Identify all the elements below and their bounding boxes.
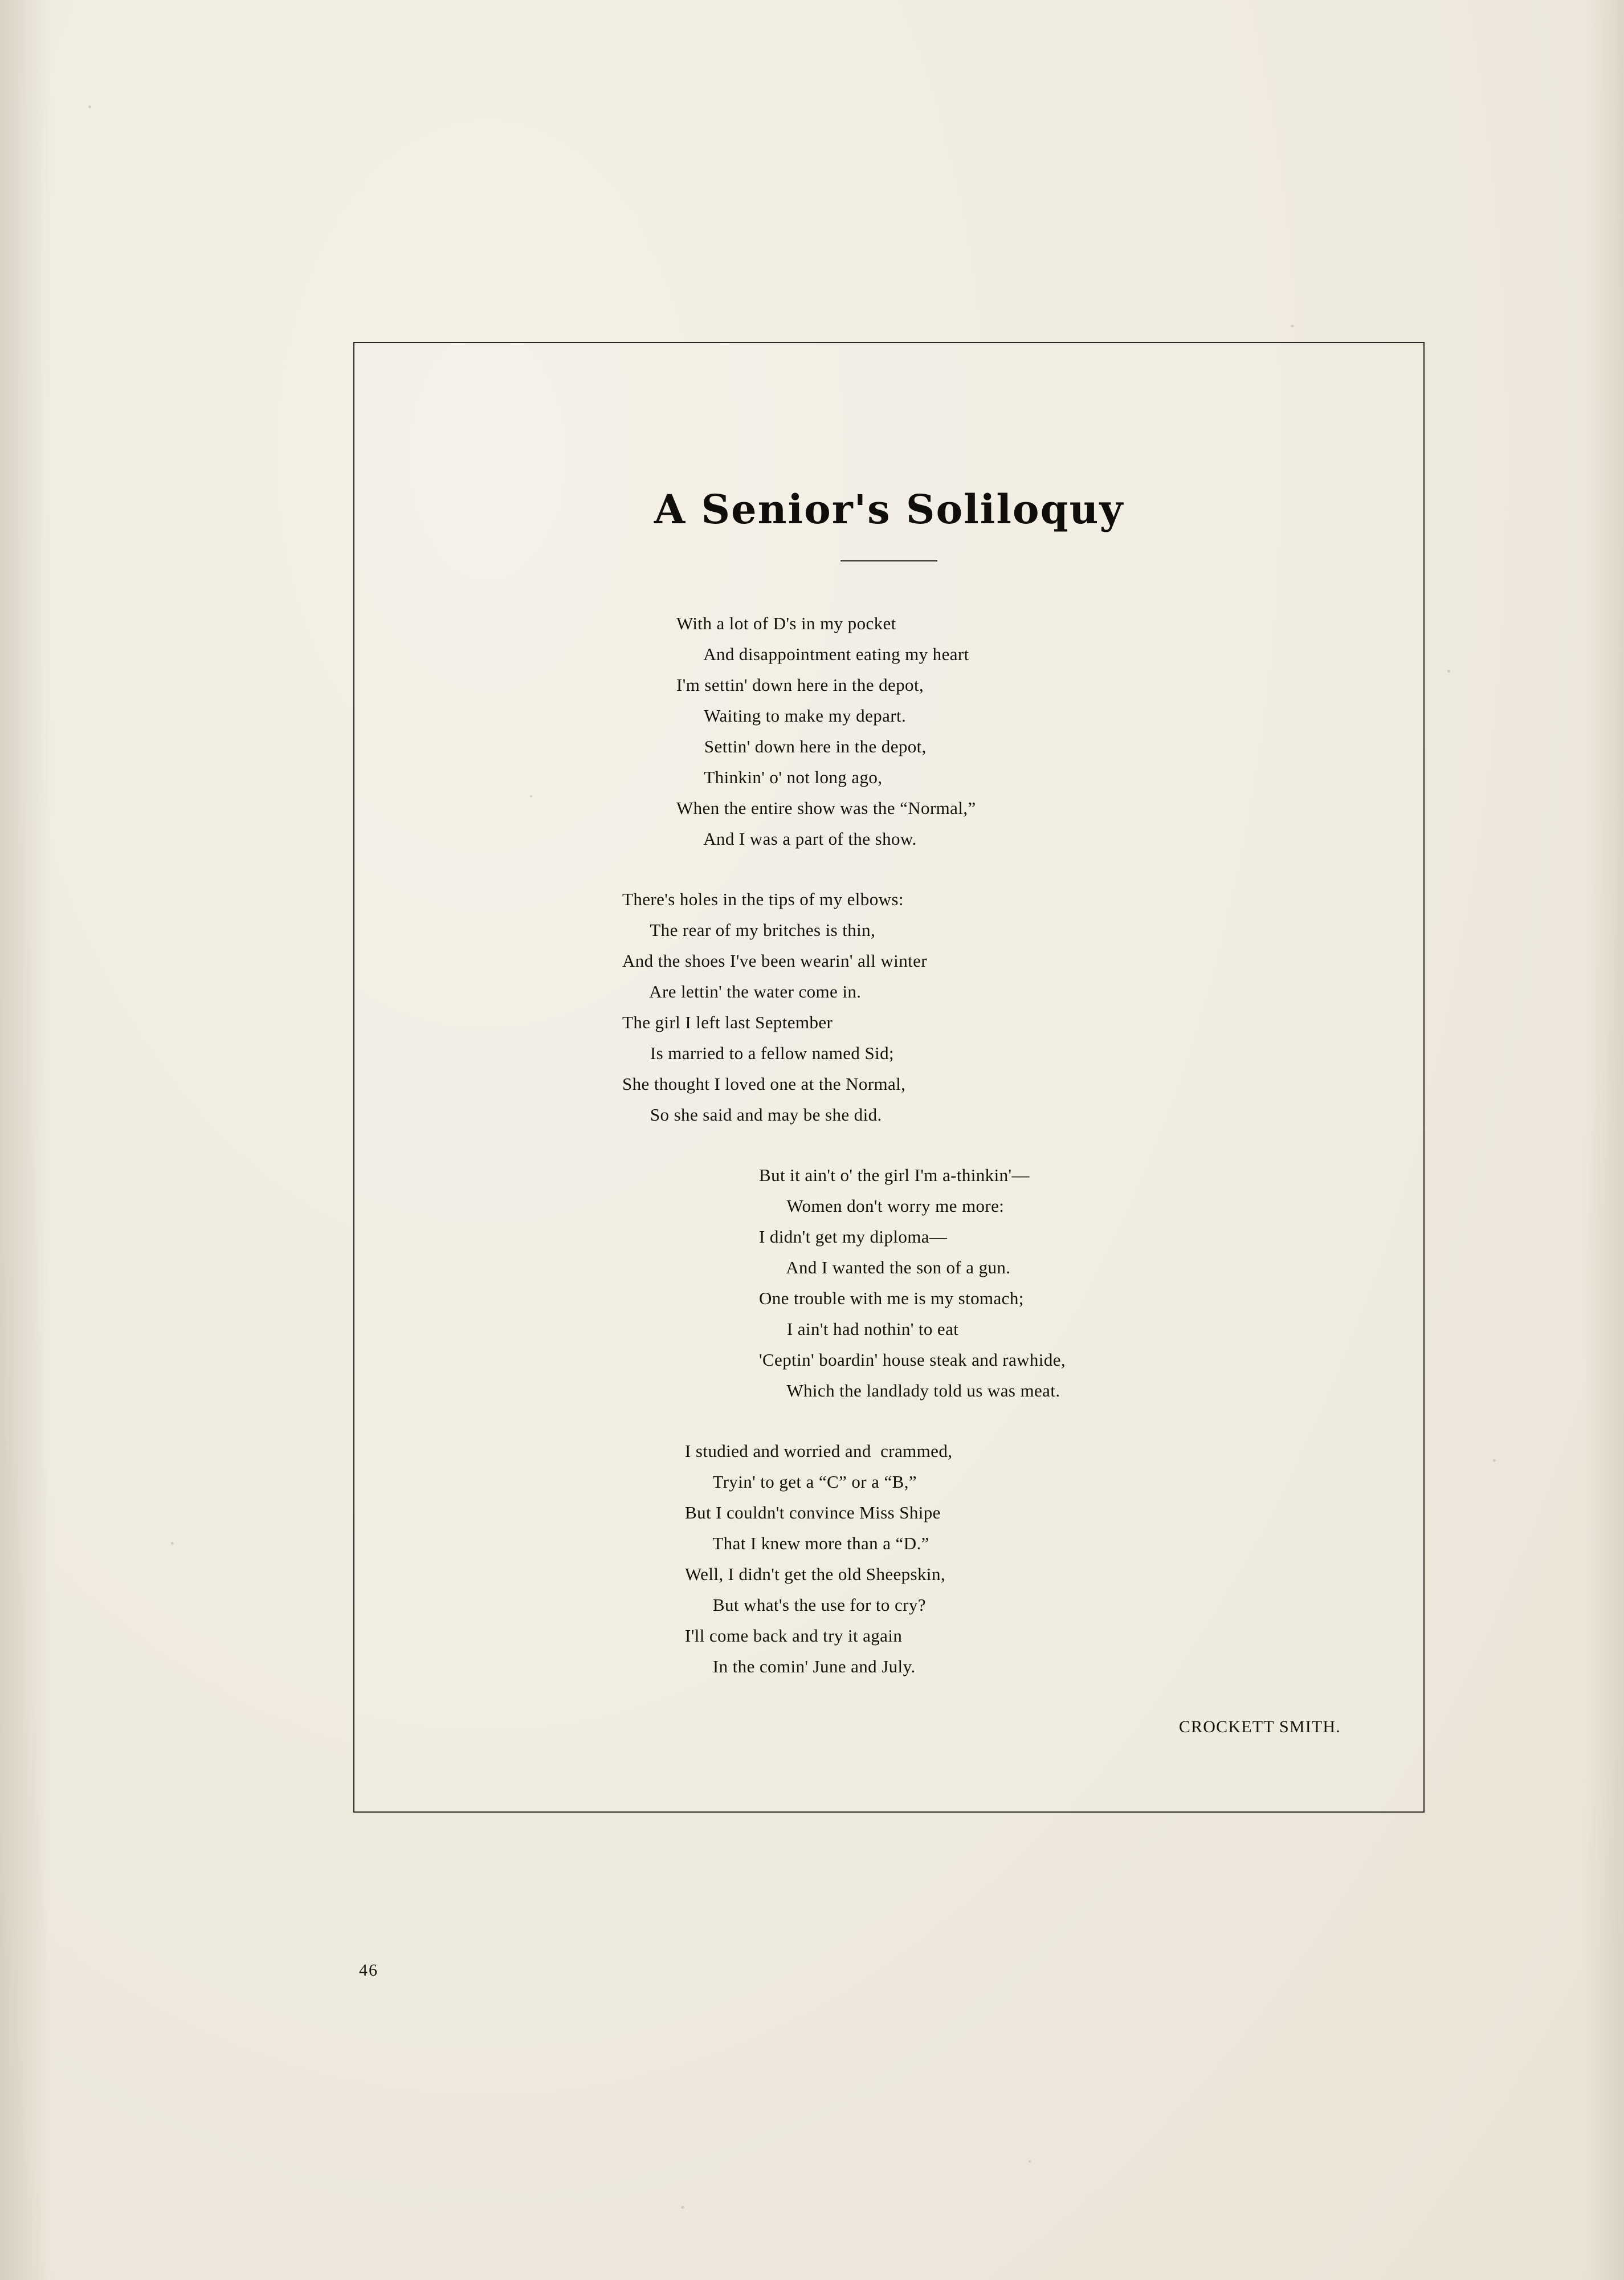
poem-line: Are lettin' the water come in. xyxy=(622,982,862,1001)
poem-line: So she said and may be she did. xyxy=(622,1105,882,1125)
paper-speck xyxy=(1493,1459,1496,1462)
poem-body xyxy=(354,608,1423,1742)
poem-line: That I knew more than a “D.” xyxy=(685,1533,929,1553)
poem-line: Waiting to make my depart. xyxy=(676,706,907,726)
poem-line: The girl I left last September xyxy=(622,1012,833,1032)
poem-line: I'll come back and try it again xyxy=(685,1626,903,1646)
poem-line: I ain't had nothin' to eat xyxy=(759,1319,959,1339)
page-title-text: A Senior's Soliloquy xyxy=(654,486,1124,533)
paper-speck xyxy=(1291,325,1294,327)
poem-line: And I was a part of the show. xyxy=(676,829,917,849)
printed-plate xyxy=(353,342,1425,1813)
poem-stanza xyxy=(354,1436,1423,1682)
poem-line: Women don't worry me more: xyxy=(759,1196,1005,1216)
poem-line: And the shoes I've been wearin' all winter xyxy=(622,951,927,971)
poem-line: Tryin' to get a “C” or a “B,” xyxy=(685,1472,917,1492)
poem-stanza xyxy=(354,1160,1423,1406)
poem-line: I studied and worried and crammed, xyxy=(685,1441,953,1461)
poem-line: When the entire show was the “Normal,” xyxy=(676,798,976,818)
paper-speck xyxy=(1447,670,1450,673)
right-edge-shadow xyxy=(1584,0,1624,2280)
gutter-shadow xyxy=(0,0,51,2280)
poem-line: And disappointment eating my heart xyxy=(676,644,969,664)
poem-line: There's holes in the tips of my elbows: xyxy=(622,889,904,909)
title-divider xyxy=(840,560,937,561)
page-number: 46 xyxy=(359,1961,378,1980)
poem-line: Thinkin' o' not long ago, xyxy=(676,767,883,787)
poem-line: But it ain't o' the girl I'm a-thinkin'— xyxy=(759,1165,1030,1185)
poem-stanza xyxy=(354,884,1423,1130)
poem-line: I didn't get my diploma— xyxy=(759,1227,948,1247)
poem-line: In the comin' June and July. xyxy=(685,1656,916,1676)
poem-line: Is married to a fellow named Sid; xyxy=(622,1043,895,1063)
poem-line: I'm settin' down here in the depot, xyxy=(676,675,924,695)
poem-line: Settin' down here in the depot, xyxy=(676,736,927,756)
poem-line: And I wanted the son of a gun. xyxy=(759,1257,1011,1277)
paper-speck xyxy=(88,105,91,108)
poem-line: Well, I didn't get the old Sheepskin, xyxy=(685,1564,945,1584)
poem-line: But I couldn't convince Miss Shipe xyxy=(685,1503,941,1522)
poem-line: With a lot of D's in my pocket xyxy=(676,613,896,633)
paper-speck xyxy=(1029,2160,1031,2163)
author-byline xyxy=(354,1712,1423,1742)
poem-line: She thought I loved one at the Normal, xyxy=(622,1074,906,1094)
poem-stanza xyxy=(354,608,1423,854)
poem-line: Which the landlady told us was meat. xyxy=(759,1381,1060,1400)
paper-speck xyxy=(171,1542,174,1545)
poem-line: One trouble with me is my stomach; xyxy=(759,1288,1024,1308)
poem-line: The rear of my britches is thin, xyxy=(622,920,876,940)
page-title xyxy=(354,486,1423,533)
paper-speck xyxy=(681,2206,684,2209)
poem-line: But what's the use for to cry? xyxy=(685,1595,926,1615)
poem-line: 'Ceptin' boardin' house steak and rawhide, xyxy=(759,1350,1066,1370)
author-name: CROCKETT SMITH. xyxy=(1178,1717,1341,1736)
